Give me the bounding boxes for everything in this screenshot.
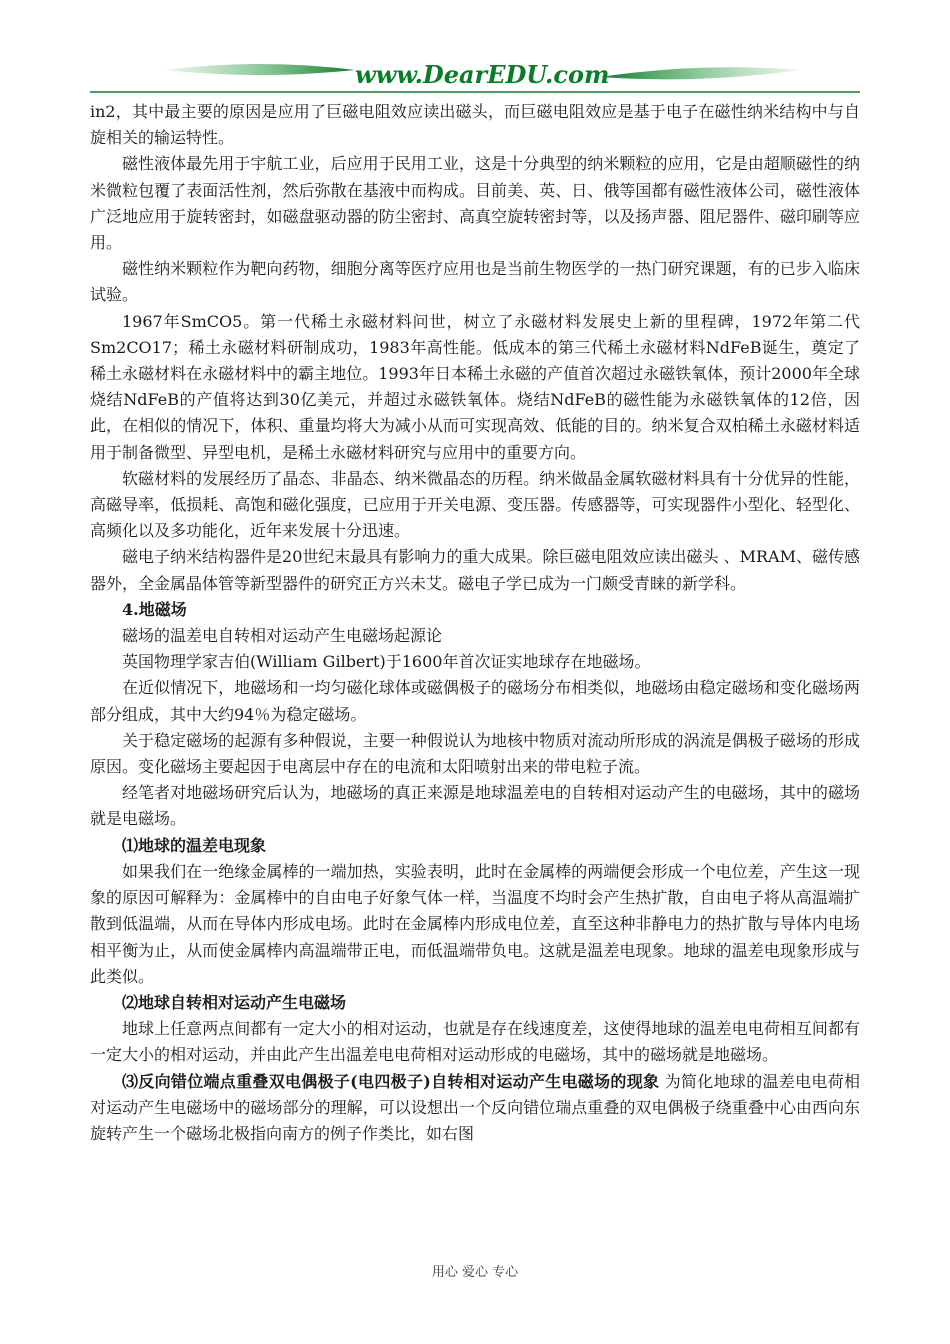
paragraph-4: 1967年SmCO5。第一代稀土永磁材料问世，树立了永磁材料发展史上新的里程碑，1972年第二代Sm2CO17；稀土永磁材料研制成功，1983年高性能。低成本的第三代稀土永磁材料NdFeB诞生，奠定了稀土永磁材料在永磁材料中的霸主地位。1993年日本稀土永磁的产值首次超过永磁铁氧体，预计2000年全球烧结NdFeB的产值将达到30亿美元，并超过永磁铁氧体。烧结NdFeB的磁性能为永磁铁氧体的12倍，因此，在相似的情况下，体积、重量均将大为减小从而可实现高效、低能的目的。纳米复合双柏稀土永磁材料适用于制备微型、异型电机，是稀土永磁材料研究与应用中的重要方向。 bbox=[90, 311, 860, 462]
subheading-2: ⑵地球自转相对运动产生电磁场 bbox=[122, 992, 347, 1012]
page-footer: 用心 爱心 专心 bbox=[431, 1265, 519, 1280]
paragraph-3: 磁性纳米颗粒作为靶向药物，细胞分离等医疗应用也是当前生物医学的一热门研究课题，有的已步入临床试验。 bbox=[90, 259, 860, 305]
paragraph-1: in2，其中最主要的原因是应用了巨磁电阻效应读出磁头，而巨磁电阻效应是基于电子在磁性纳米结构中与自旋相关的输运特性。 bbox=[90, 102, 860, 148]
paragraph-14-text: 为简化地球的温差电电荷相对运动产生电磁场中的磁场部分的理解，可以设想出一个反向错位瑞点重叠的双电偶极子绕重叠中心由西向东旋转产生一个磁场北极指向南方的例子作类比，如右图 bbox=[90, 1071, 860, 1143]
page-header bbox=[0, 0, 950, 100]
paragraph-10: 关于稳定磁场的起源有多种假说，主要一种假说认为地核中物质对流动所形成的涡流是偶极子磁场的形成原因。变化磁场主要起因于电离层中存在的电流和太阳喷射出来的带电粒子流。 bbox=[90, 730, 860, 777]
paragraph-6: 磁电子纳米结构器件是20世纪末最具有影响力的重大成果。除巨磁电阻效应读出磁头 、MRAM、磁传感器外，全金属晶体管等新型器件的研究正方兴未艾。磁电子学已成为一门颇受青睐的新学科。 bbox=[90, 547, 860, 593]
paragraph-12: 如果我们在一绝缘金属棒的一端加热，实验表明，此时在金属棒的两端便会形成一个电位差，产生这一现象的原因可解释为：金属棒中的自由电子好象气体一样，当温度不均时会产生热扩散，自由电子将从高温端扩散到低温端，从而在导体内形成电场。此时在金属棒内形成电位差，直至这种非静电力的热扩散与导体内电场相平衡为止，从而使金属棒内高温端带正电，而低温端带负电。这就是温差电现象。地球的温差电现象形成与此类似。 bbox=[90, 861, 860, 986]
subheading-1: ⑴地球的温差电现象 bbox=[122, 835, 267, 855]
subheading-3: ⑶反向错位端点重叠双电偶极子(电四极子)自转相对运动产生电磁场的现象 bbox=[122, 1071, 660, 1091]
paragraph-8: 英国物理学家吉伯(William Gilbert)于1600年首次证实地球存在地磁场。 bbox=[122, 652, 651, 672]
section-heading-geomagnetic: 4.地磁场 bbox=[122, 599, 187, 619]
paragraph-7: 磁场的温差电自转相对运动产生电磁场起源论 bbox=[122, 626, 443, 646]
paragraph-14 bbox=[90, 1069, 860, 1148]
document-body bbox=[90, 99, 860, 1147]
paragraph-9: 在近似情况下，地磁场和一均匀磁化球体或磁偶极子的磁场分布相类似，地磁场由稳定磁场和变化磁场两部分组成，其中大约94％为稳定磁场。 bbox=[90, 678, 860, 724]
site-logo-text: www.DearEDU.com bbox=[355, 60, 610, 89]
paragraph-11: 经笔者对地磁场研究后认为，地磁场的真正来源是地球温差电的自转相对运动产生的电磁场，其中的磁场就是电磁场。 bbox=[90, 783, 860, 829]
paragraph-2: 磁性液体最先用于宇航工业，后应用于民用工业，这是十分典型的纳米颗粒的应用，它是由超顺磁性的纳米微粒包覆了表面活性剂，然后弥散在基液中而构成。目前美、英、日、俄等国都有磁性液体公司，磁性液体广泛地应用于旋转密封，如磁盘驱动器的防尘密封、高真空旋转密封等，以及扬声器、阻尼器件、磁印刷等应用。 bbox=[90, 154, 860, 253]
paragraph-5: 软磁材料的发展经历了晶态、非晶态、纳米微晶态的历程。纳米做晶金属软磁材料具有十分优异的性能，高磁导率，低损耗、高饱和磁化强度，已应用于开关电源、变压器。传感器等，可实现器件小型化、轻型化、高频化以及多功能化，近年来发展十分迅速。 bbox=[90, 468, 860, 541]
paragraph-13: 地球上任意两点间都有一定大小的相对运动，也就是存在线速度差，这使得地球的温差电电荷相互间都有一定大小的相对运动，并由此产生出温差电电荷相对运动形成的电磁场，其中的磁场就是地磁场。 bbox=[90, 1019, 860, 1065]
